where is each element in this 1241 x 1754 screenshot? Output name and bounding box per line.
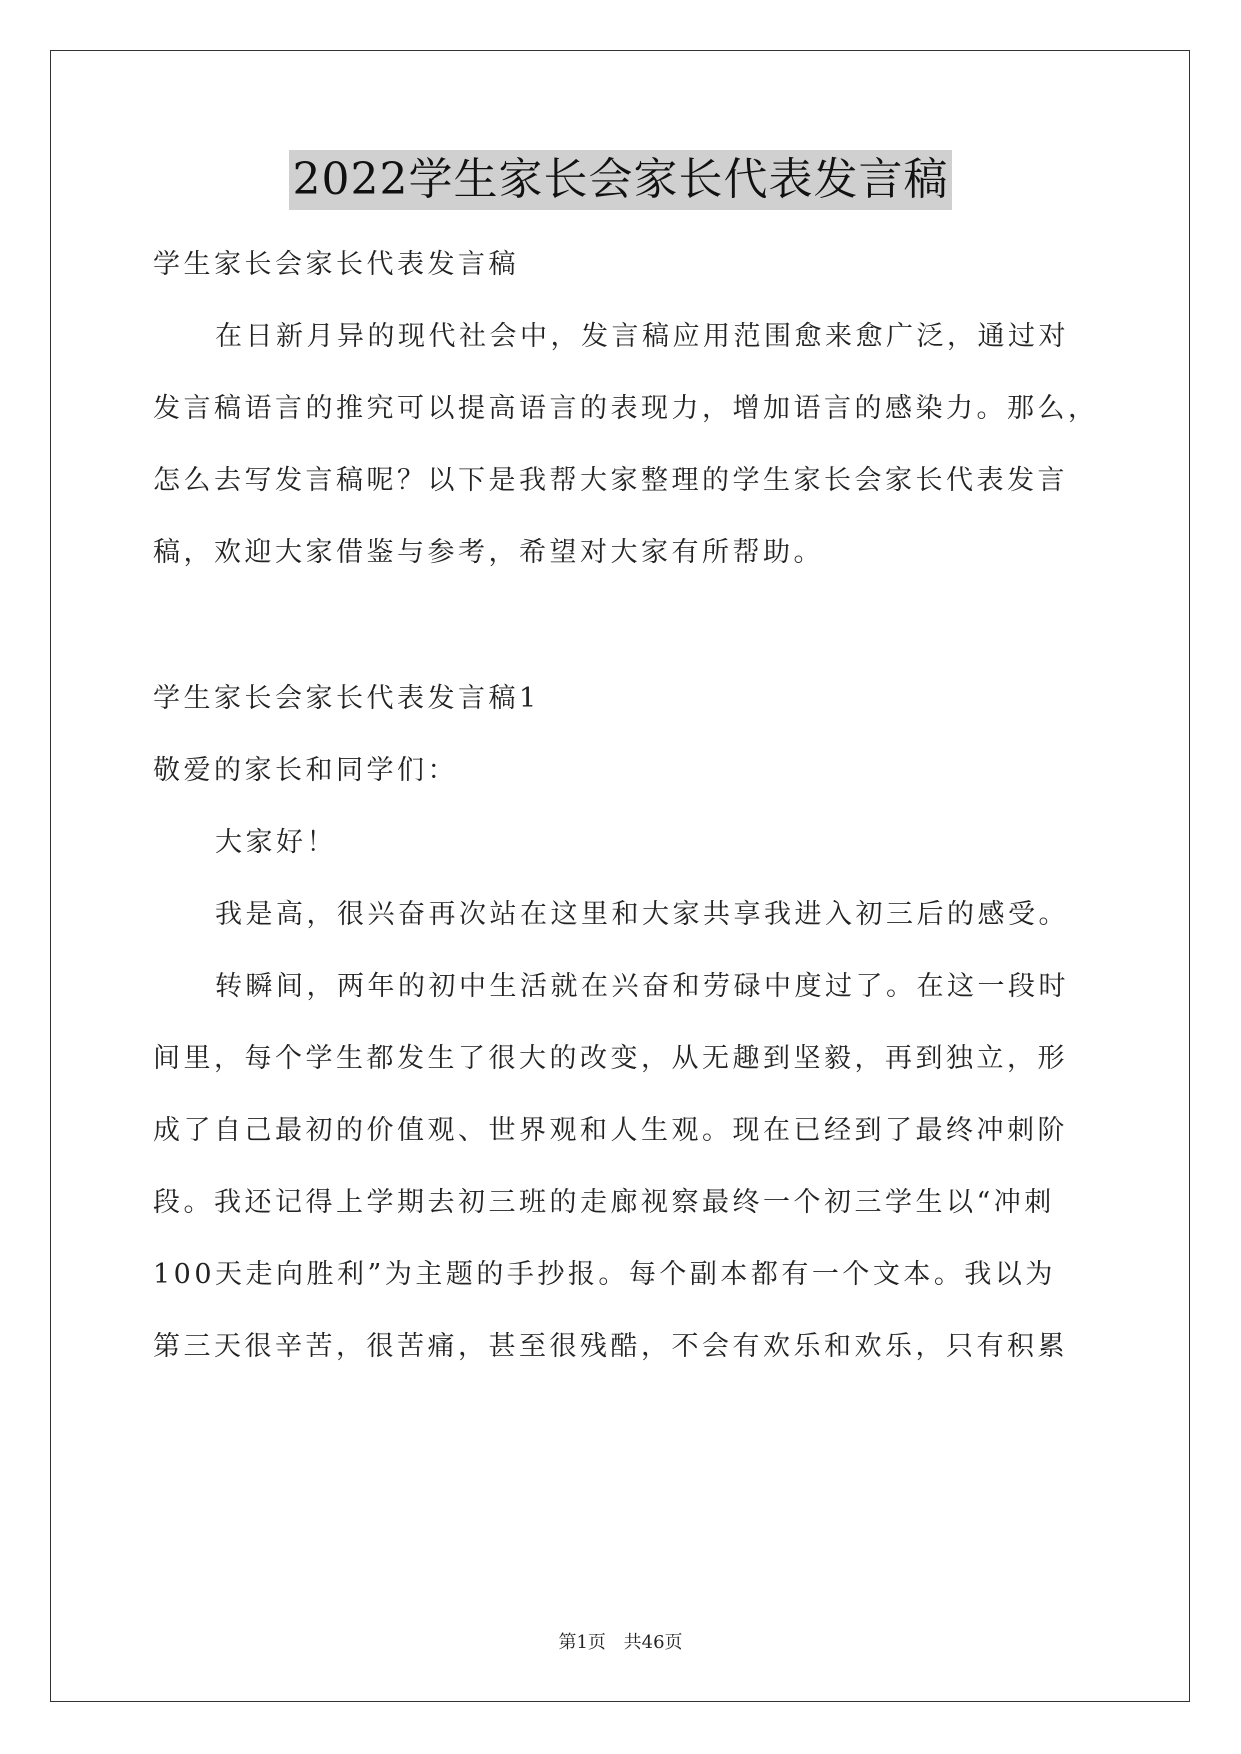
paragraph-line: 稿，欢迎大家借鉴与参考，希望对大家有所帮助。 — [153, 537, 824, 568]
document-title: 2022学生家长会家长代表发言稿 — [289, 150, 953, 210]
page-total: 共46页 — [623, 1632, 683, 1653]
paragraph-line: 在日新月异的现代社会中，发言稿应用范围愈来愈广泛，通过对 — [215, 321, 1069, 352]
page-footer — [0, 1628, 1241, 1654]
paragraph-heading: 学生家长会家长代表发言稿 — [153, 249, 519, 280]
paragraph-line: 我是高，很兴奋再次站在这里和大家共享我进入初三后的感受。 — [215, 899, 1069, 930]
paragraph-line: 间里，每个学生都发生了很大的改变，从无趣到坚毅，再到独立，形 — [153, 1043, 1068, 1074]
section-heading: 学生家长会家长代表发言稿1 — [153, 683, 540, 714]
paragraph-line: 成了自己最初的价值观、世界观和人生观。现在已经到了最终冲刺阶 — [153, 1115, 1068, 1146]
page-border — [50, 50, 1190, 1702]
paragraph-line: 发言稿语言的推究可以提高语言的表现力，增加语言的感染力。那么， — [153, 393, 1099, 424]
greeting: 大家好！ — [215, 827, 337, 858]
page-number: 第1页 — [558, 1632, 606, 1653]
salutation: 敬爱的家长和同学们： — [153, 755, 458, 786]
paragraph-line: 段。我还记得上学期去初三班的走廊视察最终一个初三学生以“冲刺 — [153, 1187, 1055, 1218]
paragraph-line: 第三天很辛苦，很苦痛，甚至很残酷，不会有欢乐和欢乐，只有积累 — [153, 1331, 1068, 1362]
title-container — [0, 150, 1241, 210]
paragraph-line: 100天走向胜利”为主题的手抄报。每个副本都有一个文本。我以为 — [153, 1259, 1056, 1290]
paragraph-line: 怎么去写发言稿呢？以下是我帮大家整理的学生家长会家长代表发言 — [153, 465, 1068, 496]
paragraph-line: 转瞬间，两年的初中生活就在兴奋和劳碌中度过了。在这一段时 — [215, 971, 1069, 1002]
